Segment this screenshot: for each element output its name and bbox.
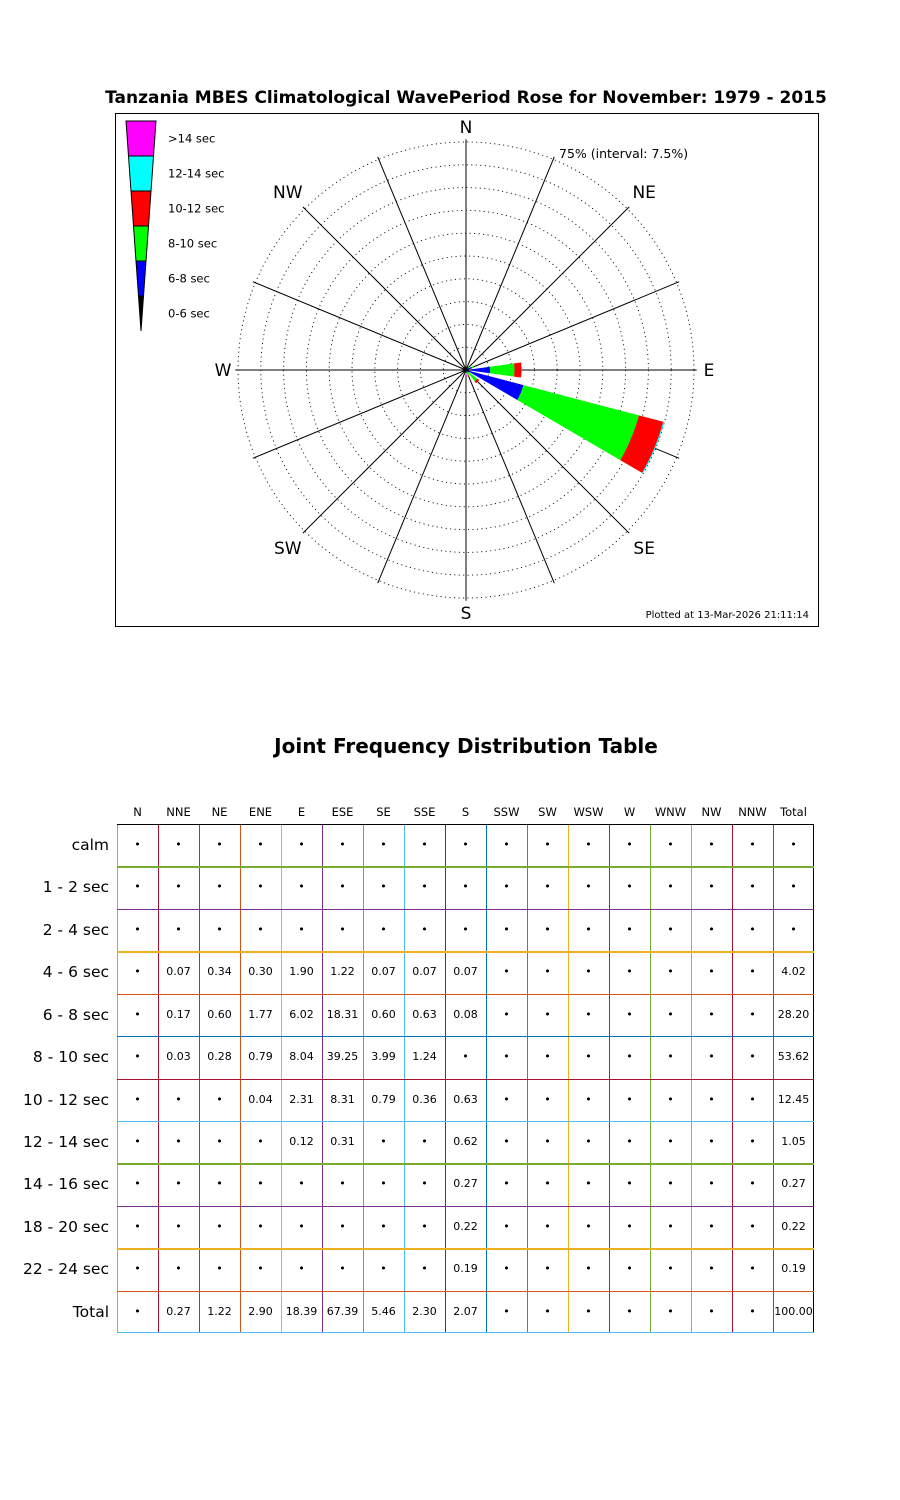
table-cell: 2.31 (289, 1092, 314, 1106)
table-cell: • (339, 1262, 346, 1276)
table-cell: • (134, 1134, 141, 1148)
row-label: 6 - 8 sec (42, 1005, 109, 1024)
wave-period-rose (116, 114, 818, 626)
row-label: calm (71, 836, 109, 854)
radial-scale-label: 75% (interval: 7.5%) (559, 146, 689, 161)
table-cell: 0.03 (166, 1050, 191, 1064)
table-cell: • (339, 880, 346, 894)
table-cell: • (667, 1092, 674, 1106)
table-cell: • (380, 838, 387, 851)
table-cell: • (708, 1134, 715, 1148)
table-cell: 0.17 (166, 1007, 191, 1021)
direction-spoke (466, 282, 679, 370)
table-cell: • (626, 838, 633, 851)
column-header: NE (211, 805, 228, 819)
table-cell: • (667, 1050, 674, 1064)
table-cell: • (421, 1219, 428, 1233)
table-cell: • (585, 1304, 592, 1318)
table-cell: • (134, 1304, 141, 1318)
table-cell: 67.39 (326, 1304, 359, 1318)
column-header: SSE (413, 805, 436, 819)
table-cell: • (790, 880, 797, 894)
compass-label: W (214, 361, 232, 381)
table-cell: • (749, 1050, 756, 1064)
table-cell: 0.27 (166, 1304, 191, 1318)
direction-spoke (303, 207, 466, 370)
table-cell: 5.46 (371, 1304, 396, 1318)
table-cell: 0.22 (453, 1219, 478, 1233)
table-cell: 0.63 (412, 1007, 437, 1021)
table-cell: • (585, 965, 592, 979)
table-cell: • (257, 880, 264, 894)
row-label: 14 - 16 sec (23, 1175, 109, 1194)
table-cell: • (749, 1007, 756, 1021)
legend-swatch (126, 121, 156, 156)
table-cell: • (421, 922, 428, 936)
table-cell: 0.07 (412, 965, 437, 979)
table-cell: 2.07 (453, 1304, 478, 1318)
table-cell: 0.36 (412, 1092, 437, 1106)
table-cell: 3.99 (371, 1050, 396, 1064)
table-cell: 0.30 (248, 965, 273, 979)
table-cell: • (462, 880, 469, 894)
table-cell: • (544, 1007, 551, 1021)
direction-spoke (378, 157, 466, 370)
table-cell: 0.62 (453, 1134, 478, 1148)
table-cell: 2.30 (412, 1304, 437, 1318)
table-cell: • (421, 1134, 428, 1148)
column-header: E (297, 805, 306, 819)
table-cell: • (175, 1177, 182, 1191)
table-cell: • (503, 922, 510, 936)
column-header: SE (376, 805, 391, 819)
table-cell: • (544, 838, 551, 851)
table-cell: 18.31 (326, 1007, 359, 1021)
table-cell: • (544, 1304, 551, 1318)
table-cell: 8.04 (289, 1050, 314, 1064)
table-cell: • (298, 922, 305, 936)
joint-frequency-table (23, 805, 814, 1333)
grid-hline (117, 1248, 814, 1249)
table-cell: • (462, 922, 469, 936)
column-header: S (461, 805, 470, 819)
legend-label: 10-12 sec (168, 201, 225, 216)
table-cell: • (216, 1134, 223, 1148)
table-cell: • (544, 965, 551, 979)
table-cell: 39.25 (326, 1050, 359, 1064)
table-cell: • (380, 1219, 387, 1233)
legend-swatch (136, 261, 146, 296)
table-cell: • (380, 1134, 387, 1148)
grid-hline (117, 1332, 814, 1333)
column-header: WNW (654, 805, 687, 819)
table-cell: • (134, 1050, 141, 1064)
table-cell: 4.02 (781, 965, 806, 979)
table-cell: 0.27 (453, 1177, 478, 1191)
row-label: 18 - 20 sec (23, 1217, 109, 1236)
grid-hline (117, 951, 814, 952)
table-cell: • (175, 1134, 182, 1148)
table-cell: • (339, 838, 346, 851)
table-cell: • (380, 1177, 387, 1191)
table-cell: • (585, 1050, 592, 1064)
table-cell: • (626, 1219, 633, 1233)
table-cell: • (708, 1007, 715, 1021)
table-cell: • (134, 1219, 141, 1233)
grid-hline (117, 1079, 814, 1080)
table-cell: • (134, 965, 141, 979)
table-cell: • (585, 838, 592, 851)
grid-hline (117, 866, 814, 867)
table-cell: • (216, 1219, 223, 1233)
table-cell: • (462, 1050, 469, 1064)
table-cell: 1.22 (330, 965, 355, 979)
table-cell: • (749, 838, 756, 851)
table-cell: • (134, 880, 141, 894)
plot-timestamp: Plotted at 13-Mar-2026 21:11:14 (645, 610, 809, 621)
table-cell: 0.12 (289, 1134, 314, 1148)
compass-label: S (460, 604, 472, 624)
direction-spoke (466, 207, 629, 370)
table-cell: • (380, 880, 387, 894)
table-cell: • (626, 1007, 633, 1021)
table-cell: • (749, 1262, 756, 1276)
table-cell: • (667, 1304, 674, 1318)
column-header: ESE (331, 805, 354, 819)
table-cell: • (216, 1092, 223, 1106)
table-cell: • (626, 1304, 633, 1318)
table-cell: • (257, 838, 264, 851)
table-cell: 100.00 (774, 1304, 813, 1318)
table-cell: • (749, 965, 756, 979)
column-header: NW (701, 805, 722, 819)
rose-wedge-segment (514, 362, 521, 377)
table-cell: • (708, 1304, 715, 1318)
direction-spoke (378, 370, 466, 583)
table-cell: • (626, 1092, 633, 1106)
table-cell: • (708, 1050, 715, 1064)
table-cell: • (544, 1134, 551, 1148)
table-cell: • (257, 1219, 264, 1233)
row-label: 8 - 10 sec (32, 1048, 109, 1067)
row-label: 22 - 24 sec (23, 1260, 109, 1279)
row-label: 4 - 6 sec (42, 963, 109, 982)
table-cell: • (544, 880, 551, 894)
legend-label: 0-6 sec (168, 306, 210, 321)
table-cell: 0.19 (453, 1262, 478, 1276)
table-cell: • (626, 880, 633, 894)
table-cell: • (503, 838, 510, 851)
table-cell: 18.39 (285, 1304, 318, 1318)
table-cell: • (421, 1262, 428, 1276)
table-cell: • (175, 838, 182, 851)
legend-label: 6-8 sec (168, 271, 210, 286)
table-cell: • (667, 1262, 674, 1276)
table-cell: • (216, 1177, 223, 1191)
column-header: WSW (573, 805, 604, 819)
table-cell: • (216, 838, 223, 851)
table-cell: • (216, 880, 223, 894)
table-cell: • (667, 1219, 674, 1233)
table-cell: • (790, 838, 797, 851)
table-cell: • (380, 1262, 387, 1276)
table-cell: • (175, 880, 182, 894)
legend-label: 8-10 sec (168, 236, 218, 251)
table-cell: 0.19 (781, 1262, 806, 1276)
table-cell: 1.90 (289, 965, 314, 979)
legend-swatch (134, 226, 149, 261)
table-cell: 0.60 (207, 1007, 232, 1021)
table-cell: • (503, 1262, 510, 1276)
table-cell: • (134, 1262, 141, 1276)
table-cell: 0.07 (371, 965, 396, 979)
table-cell: • (503, 1050, 510, 1064)
legend-label: >14 sec (168, 131, 216, 146)
row-label: 2 - 4 sec (42, 920, 109, 939)
table-cell: • (503, 965, 510, 979)
table-cell: • (462, 838, 469, 851)
table-cell: • (257, 1262, 264, 1276)
table-cell: • (626, 1134, 633, 1148)
table-cell: • (544, 1050, 551, 1064)
table-cell: • (380, 922, 387, 936)
table-cell: • (134, 1007, 141, 1021)
table-cell: 28.20 (777, 1007, 810, 1021)
table-cell: 0.31 (330, 1134, 355, 1148)
table-cell: • (544, 922, 551, 936)
table-cell: 0.28 (207, 1050, 232, 1064)
table-cell: • (667, 1007, 674, 1021)
table-cell: 53.62 (777, 1050, 810, 1064)
table-cell: 0.22 (781, 1219, 806, 1233)
row-label: 10 - 12 sec (23, 1090, 109, 1109)
table-cell: • (134, 922, 141, 936)
table-cell: • (708, 1262, 715, 1276)
table-cell: • (708, 1219, 715, 1233)
table-cell: • (339, 1219, 346, 1233)
grid-hline (117, 1206, 814, 1207)
compass-label: E (703, 361, 715, 381)
compass-label: SW (274, 539, 302, 560)
table-cell: 6.02 (289, 1007, 314, 1021)
table-cell: • (421, 880, 428, 894)
table-cell: 0.27 (781, 1177, 806, 1191)
grid-hline (117, 909, 814, 910)
table-cell: • (544, 1262, 551, 1276)
column-header: NNW (738, 805, 767, 819)
table-cell: • (585, 1007, 592, 1021)
table-cell: • (421, 1177, 428, 1191)
table-title: Joint Frequency Distribution Table (274, 734, 658, 758)
table-cell: • (585, 1177, 592, 1191)
column-header: SW (538, 805, 557, 819)
column-header: ENE (248, 805, 273, 819)
table-cell: • (749, 1092, 756, 1106)
table-cell: • (503, 1219, 510, 1233)
table-cell: 2.90 (248, 1304, 273, 1318)
row-label: 1 - 2 sec (42, 878, 109, 897)
column-header: N (133, 805, 142, 819)
table-cell: 1.05 (781, 1134, 806, 1148)
table-cell: • (503, 1007, 510, 1021)
table-cell: 0.07 (453, 965, 478, 979)
table-cell: • (749, 1304, 756, 1318)
grid-hline (117, 824, 814, 825)
grid-hline (117, 994, 814, 995)
column-header: NNE (166, 805, 191, 819)
table-cell: • (585, 1219, 592, 1233)
column-header: W (623, 805, 636, 819)
table-cell: 8.31 (330, 1092, 355, 1106)
table-cell: 0.79 (371, 1092, 396, 1106)
table-cell: • (667, 838, 674, 851)
table-cell: • (503, 880, 510, 894)
table-cell: • (216, 1262, 223, 1276)
table-cell: • (626, 922, 633, 936)
table-cell: • (749, 1177, 756, 1191)
table-cell: • (175, 922, 182, 936)
table-cell: • (544, 1177, 551, 1191)
table-cell: 0.08 (453, 1007, 478, 1021)
table-cell: • (298, 880, 305, 894)
table-cell: • (175, 1219, 182, 1233)
table-cell: • (544, 1092, 551, 1106)
legend-label: 12-14 sec (168, 166, 225, 181)
table-cell: • (708, 922, 715, 936)
table-cell: • (585, 880, 592, 894)
table-cell: • (749, 880, 756, 894)
table-cell: 12.45 (777, 1092, 810, 1106)
compass-label: N (459, 118, 473, 138)
table-cell: • (175, 1262, 182, 1276)
compass-label: NE (632, 182, 656, 203)
table-cell: • (708, 1092, 715, 1106)
table-cell: • (667, 922, 674, 936)
table-cell: 0.79 (248, 1050, 273, 1064)
legend-swatch (139, 296, 144, 331)
column-header: SSW (493, 805, 520, 819)
rose-wedge-segment (517, 385, 639, 460)
row-label: 12 - 14 sec (23, 1132, 109, 1151)
table-cell: • (257, 1134, 264, 1148)
rose-wedge-segment (465, 374, 467, 376)
table-cell: • (257, 1177, 264, 1191)
table-cell: • (503, 1092, 510, 1106)
compass-label: NW (273, 182, 303, 203)
row-label: Total (72, 1302, 109, 1321)
table-cell: • (298, 1262, 305, 1276)
grid-hline (117, 1163, 814, 1164)
table-cell: • (216, 922, 223, 936)
table-cell: • (339, 1177, 346, 1191)
table-cell: 1.22 (207, 1304, 232, 1318)
table-cell: • (708, 838, 715, 851)
table-cell: • (708, 965, 715, 979)
table-cell: • (667, 965, 674, 979)
table-cell: 0.34 (207, 965, 232, 979)
rose-wedge-segment (490, 363, 515, 376)
grid-hline (117, 1036, 814, 1037)
compass-label: SE (633, 539, 655, 560)
rose-plot-area (115, 113, 819, 627)
table-cell: • (298, 1219, 305, 1233)
table-cell: • (585, 1134, 592, 1148)
table-cell: 0.07 (166, 965, 191, 979)
grid-hline (117, 1121, 814, 1122)
column-header: Total (780, 805, 807, 819)
table-cell: 0.60 (371, 1007, 396, 1021)
table-cell: • (134, 1092, 141, 1106)
table-cell: 0.63 (453, 1092, 478, 1106)
table-cell: • (421, 838, 428, 851)
table-cell: • (503, 1177, 510, 1191)
table-cell: 1.77 (248, 1007, 273, 1021)
rose-chart-title: Tanzania MBES Climatological WavePeriod Rose for November: 1979 - 2015 (105, 88, 827, 108)
direction-spoke (253, 370, 466, 458)
table-cell: • (585, 1092, 592, 1106)
table-cell: • (749, 1219, 756, 1233)
table-cell: • (298, 1177, 305, 1191)
table-cell: • (708, 880, 715, 894)
direction-spoke (466, 157, 554, 370)
table-cell: 0.04 (248, 1092, 273, 1106)
table-cell: 1.24 (412, 1050, 437, 1064)
legend-swatch (129, 156, 154, 191)
grid-hline (117, 1291, 814, 1292)
table-cell: • (134, 838, 141, 851)
table-cell: • (626, 965, 633, 979)
table-cell: • (749, 922, 756, 936)
table-cell: • (585, 922, 592, 936)
direction-spoke (303, 370, 466, 533)
table-cell: • (667, 1134, 674, 1148)
table-cell: • (134, 1177, 141, 1191)
table-cell: • (585, 1262, 592, 1276)
table-cell: • (175, 1092, 182, 1106)
table-cell: • (298, 838, 305, 851)
table-cell: • (667, 880, 674, 894)
table-cell: • (626, 1050, 633, 1064)
table-cell: • (626, 1177, 633, 1191)
table-cell: • (749, 1134, 756, 1148)
table-cell: • (790, 922, 797, 936)
direction-spoke (253, 282, 466, 370)
table-cell: • (503, 1134, 510, 1148)
table-cell: • (626, 1262, 633, 1276)
table-cell: • (544, 1219, 551, 1233)
table-cell: • (339, 922, 346, 936)
table-cell: • (503, 1304, 510, 1318)
table-cell: • (708, 1177, 715, 1191)
legend-swatch (131, 191, 151, 226)
table-cell: • (257, 922, 264, 936)
table-cell: • (667, 1177, 674, 1191)
